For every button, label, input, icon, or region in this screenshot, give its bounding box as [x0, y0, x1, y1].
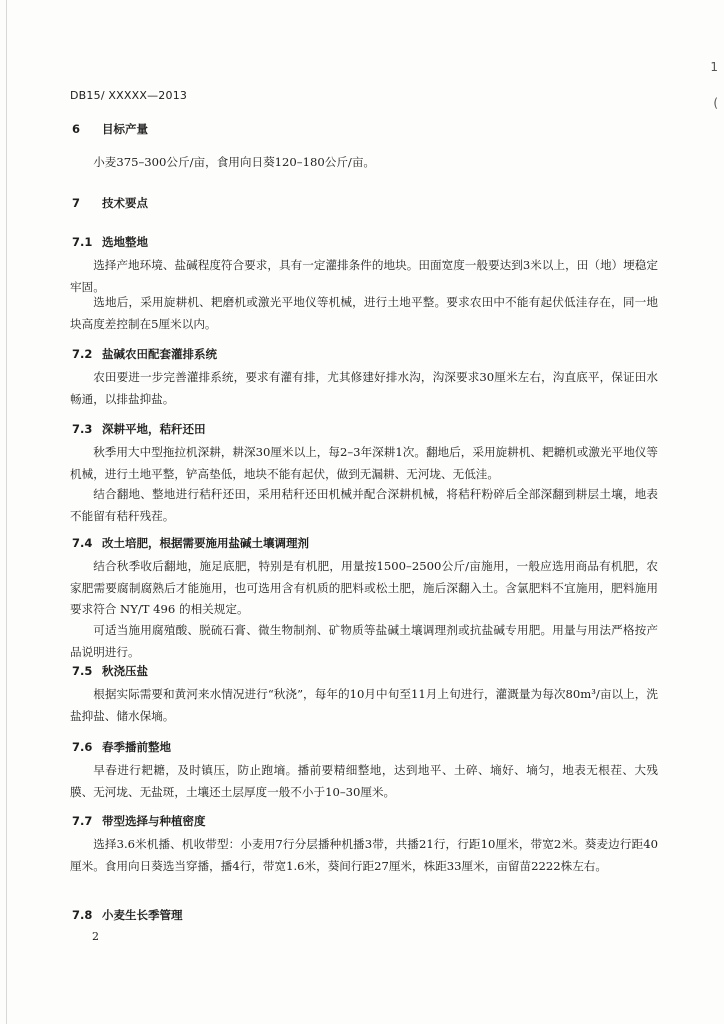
paragraph: 早春进行耙耱，及时镇压，防止跑墒。播前要精细整地，达到地平、土碎、墒好、墒匀，地表无根茬、大残膜、无河垅、无盐斑，土壤还土层厚度一般不小于10–30厘米。 — [70, 763, 658, 799]
section-number: 7.3 — [72, 422, 93, 436]
paragraph: 选择产地环境、盐碱程度符合要求，具有一定灌排条件的地块。田面宽度一般要达到3米以上，田（地）埂稳定牢固。 — [70, 258, 658, 294]
section-title: 选地整地 — [102, 235, 148, 249]
paragraph: 结合翻地、整地进行秸秆还田，采用秸秆还田机械并配合深耕机械，将秸秆粉碎后全部深翻到耕层土壤，地表不能留有秸秆残茬。 — [70, 487, 658, 523]
section-heading-7-3 — [72, 421, 206, 437]
section-heading-7-7 — [72, 813, 206, 829]
section-number: 7.5 — [72, 664, 93, 678]
section-heading-7-8 — [72, 907, 183, 923]
section-number: 6 — [72, 122, 81, 136]
scan-mark: 1 — [710, 60, 718, 74]
section-title: 春季播前整地 — [102, 740, 171, 754]
paragraph: 可适当施用腐殖酸、脱硫石膏、微生物制剂、矿物质等盐碱土壤调理剂或抗盐碱专用肥。用量与用法严格按产品说明进行。 — [70, 623, 658, 659]
section-heading-7 — [72, 195, 148, 211]
paragraph: 根据实际需要和黄河来水情况进行“秋浇”，每年的10月中旬至11月上旬进行，灌溉量为每次80m³/亩以上，洗盐抑盐、储水保墒。 — [70, 687, 658, 723]
section-number: 7.2 — [72, 347, 93, 361]
section-heading-7-1 — [72, 234, 148, 250]
section-number: 7.8 — [72, 908, 93, 922]
paragraph: 选地后，采用旋耕机、耙磨机或激光平地仪等机械，进行土地平整。要求农田中不能有起伏低洼存在，同一地块高度差控制在5厘米以内。 — [70, 295, 658, 331]
section-title: 技术要点 — [102, 196, 148, 210]
page-number: 2 — [92, 930, 99, 943]
section-heading-7-4 — [72, 535, 309, 551]
section-heading-7-6 — [72, 739, 171, 755]
section-number: 7.4 — [72, 536, 93, 550]
document-header: DB15/ XXXXX—2013 — [70, 89, 188, 102]
section-title: 带型选择与种植密度 — [102, 814, 206, 828]
section-title: 盐碱农田配套灌排系统 — [102, 347, 217, 361]
scan-edge — [6, 0, 7, 1024]
paragraph: 农田要进一步完善灌排系统，要求有灌有排，尤其修建好排水沟，沟深要求30厘米左右，沟直底平，保证田水畅通，以排盐抑盐。 — [70, 370, 658, 406]
section-title: 目标产量 — [102, 122, 148, 136]
section-number: 7.6 — [72, 740, 93, 754]
section-heading-6 — [72, 121, 148, 137]
section-title: 深耕平地，秸秆还田 — [102, 422, 206, 436]
paragraph: 选择3.6米机播、机收带型：小麦用7行分层播种机播3带，共播21行，行距10厘米，带宽2米。葵麦边行距40厘米。食用向日葵选当穿播，播4行，带宽1.6米，葵间行距27厘米，株距33厘米，亩留苗2222株左右。 — [70, 837, 658, 873]
section-number: 7 — [72, 196, 81, 210]
paragraph: 小麦375–300公斤/亩，食用向日葵120–180公斤/亩。 — [93, 155, 376, 169]
section-title: 小麦生长季管理 — [102, 908, 183, 922]
section-number: 7.7 — [72, 814, 93, 828]
paragraph: 秋季用大中型拖拉机深耕，耕深30厘米以上，每2–3年深耕1次。翻地后，采用旋耕机、耙耱机或激光平地仪等机械，进行土地平整，铲高垫低，地块不能有起伏，做到无漏耕、无河垅、无低洼。 — [70, 445, 658, 481]
section-heading-7-2 — [72, 346, 217, 362]
paragraph: 结合秋季收后翻地，施足底肥，特别是有机肥，用量按1500–2500公斤/亩施用，一般应选用商品有机肥，农家肥需要腐制腐熟后才能施用，也可选用含有机质的肥料或松土肥，施后深翻入土。含氯肥料不宜施用，肥料施用要求符合 NY/T 496 的相关规定。 — [70, 559, 658, 616]
scan-mark: ( — [713, 96, 718, 110]
section-title: 改土培肥，根据需要施用盐碱土壤调理剂 — [102, 536, 309, 550]
section-title: 秋浇压盐 — [102, 664, 148, 678]
section-number: 7.1 — [72, 235, 93, 249]
section-heading-7-5 — [72, 663, 148, 679]
